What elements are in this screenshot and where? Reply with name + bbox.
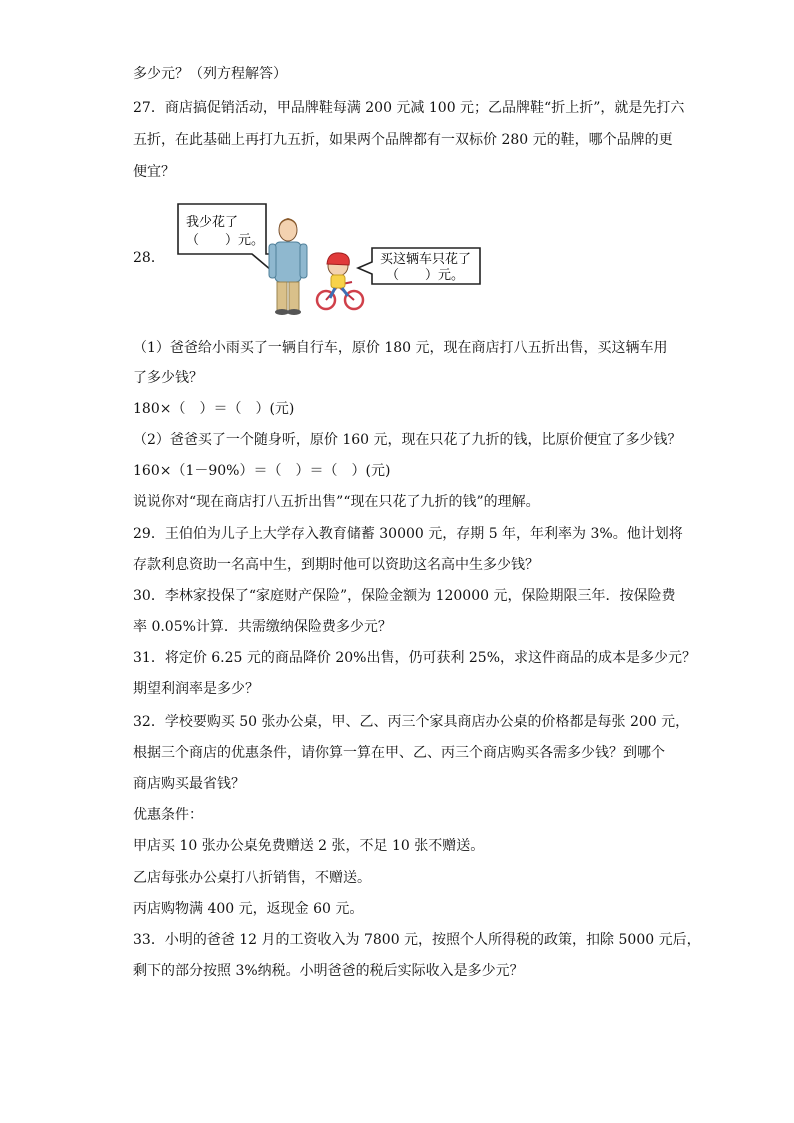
text-line: 多少元？（列方程解答）: [133, 66, 287, 82]
father-icon: [269, 218, 307, 315]
question-32-line: 商店购买最省钱？: [133, 776, 245, 792]
bubble-father-line1: 我少花了: [186, 215, 239, 230]
question-32-line: 优惠条件：: [133, 807, 203, 823]
question-27-line: 便宜？: [133, 164, 175, 180]
question-28-part1-line: （1）爸爸给小雨买了一辆自行车，原价 180 元，现在商店打八五折出售，买这辆车用: [133, 340, 668, 356]
question-30-line: 30．李林家投保了“家庭财产保险”，保险金额为 120000 元，保险期限三年．按保险费: [133, 588, 676, 604]
question-28-part2-formula: 160×（1－90%）＝（ ）＝（ ）(元): [133, 463, 391, 479]
bubble-father-line2: （ ）元。: [186, 233, 265, 248]
question-32-line: 32．学校要购买 50 张办公桌，甲、乙、丙三个家具商店办公桌的价格都是每张 200 元，: [133, 714, 690, 730]
question-29-line: 29．王伯伯为儿子上大学存入教育储蓄 30000 元，存期 5 年，年利率为 3%。他计划将: [133, 526, 683, 542]
question-28-part3-line: 说说你对“现在商店打八五折出售”“现在只花了九折的钱”的理解。: [133, 494, 540, 510]
bubble-child-line1: 买这辆车只花了: [380, 252, 472, 267]
question-33-line: 剩下的部分按照 3%纳税。小明爸爸的税后实际收入是多少元？: [133, 963, 524, 979]
question-27-line: 27．商店搞促销活动，甲品牌鞋每满 200 元减 100 元；乙品牌鞋“折上折”，就是先打六: [133, 100, 685, 116]
question-31-line: 期望利润率是多少？: [133, 681, 259, 697]
speech-bubble-father: [178, 204, 278, 276]
question-31-line: 31．将定价 6.25 元的商品降价 20%出售，仍可获利 25%，求这件商品的成本是多少元？: [133, 650, 697, 666]
question-28-part1-formula: 180×（ ）＝（ ）(元): [133, 401, 295, 417]
question-28-part1-line: 了多少钱？: [133, 370, 203, 386]
bubble-child-line2: （ ）元。: [386, 268, 465, 283]
question-28-illustration: [130, 198, 490, 318]
question-30-line: 率 0.05%计算．共需缴纳保险费多少元？: [133, 619, 392, 635]
question-33-line: 33．小明的爸爸 12 月的工资收入为 7800 元，按照个人所得税的政策，扣除 5000 元后，: [133, 932, 701, 948]
question-32-line: 乙店每张办公桌打八折销售，不赠送。: [133, 870, 371, 886]
question-28-part2-line: （2）爸爸买了一个随身听，原价 160 元，现在只花了九折的钱，比原价便宜了多少钱？: [133, 432, 682, 448]
question-28-number: 28．: [133, 250, 165, 266]
question-32-line: 根据三个商店的优惠条件，请你算一算在甲、乙、丙三个商店购买各需多少钱？到哪个: [133, 745, 665, 761]
speech-bubble-child: [358, 248, 480, 284]
question-27-line: 五折，在此基础上再打九五折，如果两个品牌都有一双标价 280 元的鞋，哪个品牌的更: [133, 132, 673, 148]
question-32-line: 甲店买 10 张办公桌免费赠送 2 张，不足 10 张不赠送。: [133, 838, 485, 854]
question-29-line: 存款利息资助一名高中生，到期时他可以资助这名高中生多少钱？: [133, 557, 539, 573]
question-32-line: 丙店购物满 400 元，返现金 60 元。: [133, 901, 364, 917]
child-on-bicycle-icon: [317, 253, 363, 309]
